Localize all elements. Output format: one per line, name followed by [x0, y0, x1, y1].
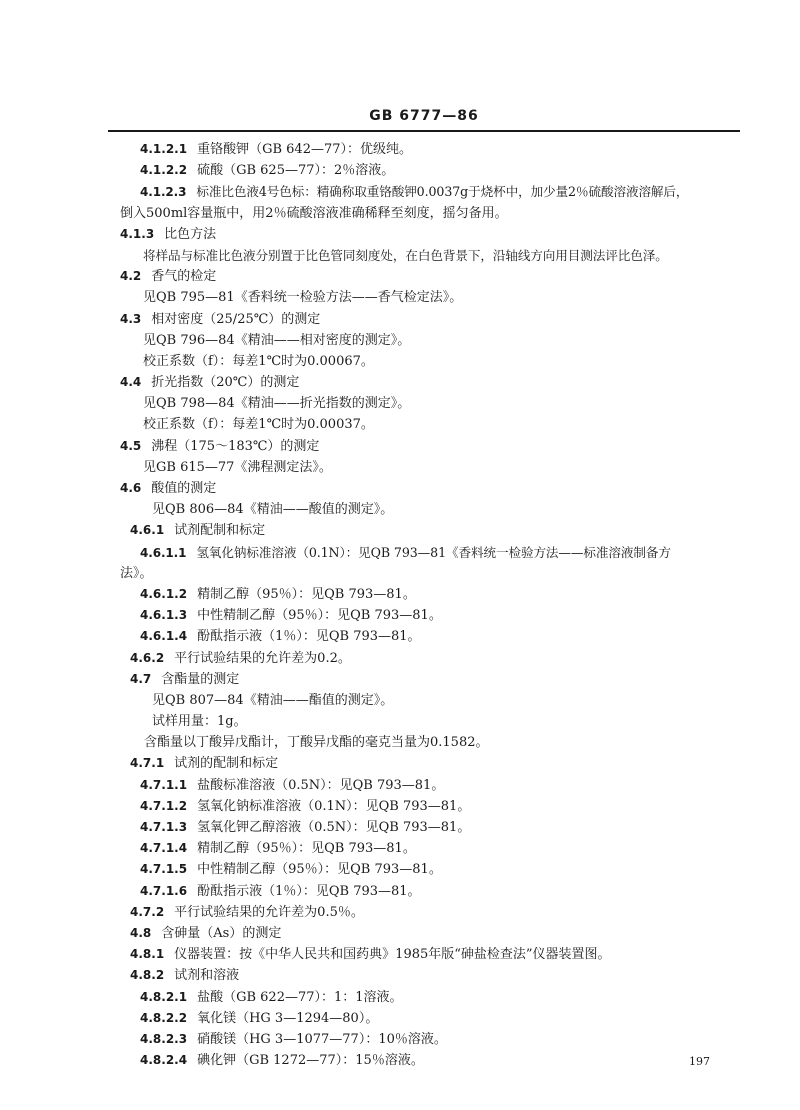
clause-number: 4.6.1.4 [140, 629, 188, 644]
clause-text: 平行试验结果的允许差为0.2。 [174, 650, 351, 666]
clause-number: 4.7.1 [130, 756, 165, 771]
paragraph-content: 校正系数（f）：每差1℃时为0.00037。 [143, 417, 374, 433]
paragraph-content: 见QB 806—84《精油——酸值的测定》。 [152, 502, 394, 518]
page-number: 197 [689, 1055, 710, 1068]
clause-text: 碘化钾（GB 1272—77）：15％溶液。 [197, 1053, 424, 1069]
clause-text: 香气的检定 [151, 269, 217, 285]
paragraph-content: 见QB 798—84《精油——折光指数的测定》。 [143, 396, 411, 412]
clause-number: 4.2 [120, 269, 142, 284]
clause-number: 4.8.2.1 [140, 989, 188, 1004]
clause-4-6-1 [0, 520, 800, 541]
paragraph-content: 见QB 796—84《精油——相对密度的测定》。 [143, 332, 411, 348]
clause-text: 硫酸（GB 625—77）：2％溶液。 [197, 163, 395, 179]
clause-4-7-1-1 [0, 775, 800, 796]
clause-4-1-2-3-continuation [0, 203, 800, 224]
clause-4-1-2-3 [0, 181, 800, 202]
clause-text: 精制乙醇（95％）：见QB 793—81。 [197, 841, 416, 857]
paragraph-content: 见GB 615—77《沸程测定法》。 [143, 459, 332, 475]
clause-number: 4.8.2 [130, 968, 165, 983]
clause-number: 4.6.1.3 [140, 608, 188, 623]
clause-number: 4.7.1.2 [140, 798, 188, 813]
clause-4-6-1-2 [0, 584, 800, 605]
header-rule [108, 130, 740, 132]
clause-text: 氢氧化钾乙醇溶液（0.5N）：见QB 793—81。 [197, 820, 471, 835]
clause-text: 氢氧化钠标准溶液（0.1N）：见QB 793—81《香料统一检验方法——标准溶液制备方 [196, 544, 671, 560]
clause-number: 4.6.1.1 [140, 545, 187, 560]
clause-number: 4.1.3 [120, 226, 155, 241]
clause-text: 沸程（175～183℃）的测定 [151, 438, 320, 454]
clause-number: 4.4 [120, 375, 142, 390]
clause-text: 酚酞指示液（1％）：见QB 793—81。 [197, 883, 421, 899]
clause-number: 4.6 [120, 481, 142, 495]
clause-text: 含砷量（As）的测定 [161, 925, 282, 941]
clause-text: 硝酸镁（HG 3—1077—77）：10％溶液。 [197, 1031, 447, 1047]
paragraph-text [0, 711, 800, 732]
clause-4-7-1-2 [0, 796, 800, 817]
paragraph-text [0, 330, 800, 351]
paragraph-text [0, 245, 800, 266]
clause-number: 4.6.2 [130, 650, 165, 665]
clause-4-8 [0, 923, 800, 944]
paragraph-text [0, 393, 800, 414]
clause-text: 精制乙醇（95％）：见QB 793—81。 [197, 586, 416, 602]
clause-number: 4.1.2.3 [140, 185, 187, 200]
clause-4-1-2-2 [0, 160, 800, 181]
clause-4-7-2 [0, 902, 800, 923]
clause-text: 试剂配制和标定 [174, 523, 266, 539]
clause-4-1-2-1 [0, 139, 800, 160]
paragraph-content: 含酯量以丁酸异戊酯计，丁酸异戊酯的毫克当量为0.1582。 [144, 735, 489, 751]
clause-4-8-2-1 [0, 987, 800, 1008]
clause-number: 4.7.1.3 [140, 820, 188, 834]
clause-4-8-2-3 [0, 1029, 800, 1050]
clause-number: 4.1.2.1 [140, 142, 188, 156]
clause-number: 4.7.2 [130, 904, 165, 919]
clause-number: 4.3 [120, 311, 142, 326]
clause-4-6-1-1-continuation [0, 563, 800, 584]
clause-4-8-1 [0, 944, 800, 965]
clause-4-7-1-5 [0, 859, 800, 880]
clause-number: 4.8.2.3 [140, 1031, 188, 1046]
paragraph-text [0, 457, 800, 478]
clause-number: 4.8.2.2 [140, 1010, 188, 1025]
paragraph-content: 校正系数（f）：每差1℃时为0.00067。 [143, 353, 374, 369]
paragraph-text [0, 732, 800, 753]
clause-4-6-1-1 [0, 542, 800, 563]
clause-4-1-3 [0, 224, 800, 245]
clause-number: 4.8.2.4 [140, 1053, 188, 1068]
clause-text: 标准比色液4号色标：精确称取重铬酸钾0.0037g于烧杯中，加少量2％硫酸溶液溶解后， [196, 184, 689, 200]
clause-number: 4.7.1.6 [140, 883, 188, 898]
clause-4-4 [0, 372, 800, 393]
clause-number: 4.6.1.2 [140, 586, 188, 601]
clause-text: 盐酸（GB 622—77）：1：1溶液。 [197, 989, 403, 1005]
clause-4-8-2-4 [0, 1050, 800, 1071]
clause-4-7-1-6 [0, 881, 800, 902]
clause-4-8-2-2 [0, 1008, 800, 1029]
paragraph-content: 试样用量：1g。 [152, 714, 247, 730]
clause-4-3 [0, 309, 800, 330]
clause-4-7 [0, 669, 800, 690]
clause-4-2 [0, 266, 800, 287]
clause-number: 4.8.1 [130, 947, 165, 962]
clause-text: 比色方法 [164, 226, 217, 242]
clause-number: 4.7.1.4 [140, 841, 188, 856]
clause-4-6-1-3 [0, 605, 800, 626]
clause-text: 试剂和溶液 [174, 968, 240, 984]
clause-text: 氢氧化钠标准溶液（0.1N）：见QB 793—81。 [197, 798, 471, 814]
standard-code-header: GB 6777—86 [369, 108, 479, 124]
clause-text: 酸值的测定 [151, 481, 217, 496]
paragraph-text [0, 351, 800, 372]
clause-4-7-1 [0, 753, 800, 774]
clause-text: 酚酞指示液（1％）：见QB 793—81。 [197, 629, 421, 645]
clause-4-5 [0, 436, 800, 457]
clause-text: 相对密度（25/25℃）的测定 [151, 311, 321, 327]
paragraph-text [0, 414, 800, 435]
paragraph-content: 将样品与标准比色液分别置于比色管同刻度处，在白色背景下，沿轴线方向用目测法评比色泽。 [143, 247, 668, 263]
document-body [0, 139, 800, 1071]
clause-4-7-1-3 [0, 817, 800, 838]
clause-text: 氧化镁（HG 3—1294—80）。 [197, 1010, 379, 1026]
clause-number: 4.1.2.2 [140, 163, 188, 178]
clause-text: 仪器装置：按《中华人民共和国药典》1985年版“砷盐检查法”仪器装置图。 [174, 947, 611, 963]
paragraph-text [0, 499, 800, 520]
clause-number: 4.5 [120, 438, 142, 453]
clause-4-8-2 [0, 965, 800, 986]
clause-4-7-1-4 [0, 838, 800, 859]
clause-4-6-2 [0, 648, 800, 669]
clause-text: 法》。 [120, 565, 153, 581]
clause-text: 平行试验结果的允许差为0.5％。 [174, 904, 364, 920]
clause-number: 4.7 [130, 671, 152, 686]
clause-text: 中性精制乙醇（95％）：见QB 793—81。 [197, 608, 442, 624]
paragraph-text [0, 690, 800, 711]
clause-text: 试剂的配制和标定 [174, 756, 279, 772]
clause-4-6 [0, 478, 800, 499]
clause-number: 4.7.1.5 [140, 862, 188, 877]
paragraph-content: 见QB 807—84《精油——酯值的测定》。 [152, 692, 394, 708]
clause-text: 含酯量的测定 [161, 671, 240, 687]
clause-text: 重铬酸钾（GB 642—77）：优级纯。 [197, 142, 413, 157]
paragraph-text [0, 287, 800, 308]
clause-number: 4.6.1 [130, 523, 165, 538]
clause-text: 盐酸标准溶液（0.5N）：见QB 793—81。 [197, 777, 445, 793]
clause-4-6-1-4 [0, 626, 800, 647]
clause-number: 4.7.1.1 [140, 777, 188, 792]
clause-text: 中性精制乙醇（95％）：见QB 793—81。 [197, 862, 442, 878]
paragraph-content: 见QB 795—81《香料统一检验方法——香气检定法》。 [143, 290, 463, 306]
clause-text: 折光指数（20℃）的测定 [151, 375, 300, 391]
clause-text: 倒入500ml容量瓶中，用2％硫酸溶液准确稀释至刻度，摇匀备用。 [120, 205, 508, 221]
clause-number: 4.8 [130, 925, 152, 940]
